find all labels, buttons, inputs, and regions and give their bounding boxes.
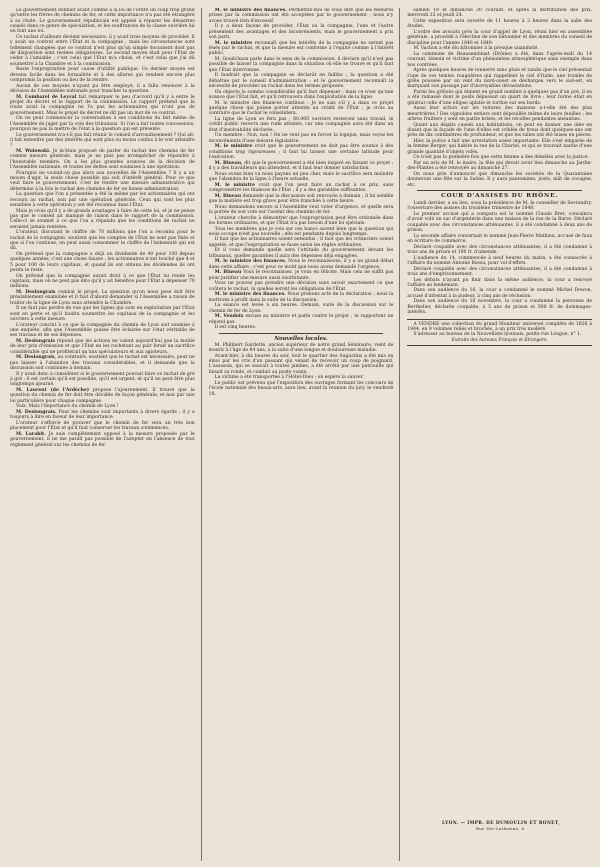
paragraph [209, 161, 394, 172]
ad-contact: S'adresser au bureau de la Nouvelliste lyonnais, petite rue Longue, n° 1. [413, 332, 582, 338]
paragraph [209, 381, 394, 397]
paragraph-text: Il y a deux façons de procéder, l'État ou la compagnie, l'une et l'autre présentent des avantages et des inconvénients, mais le gouvernement a pris son parti. [208, 24, 394, 41]
paragraph-text: samedi 19 et dimanche 20 courant, et après la distribution des prix, mercredi 23 et jeudi 24. [407, 8, 593, 19]
speaker-name: M. Larabit. [16, 431, 46, 437]
paragraph [407, 155, 592, 160]
speaker-name: M. le ministre [214, 144, 253, 150]
paragraph-text: L'audience du 14, commencée à neuf heures du matin, a été consacrée à l'affaire du nommé Antoine Bossu, pour vol d'effets. [407, 255, 593, 266]
paragraph-text: M. le ministre des finances continue : Je ne sais s'il y a dans ce projet quelque chose qui puisse porter atteinte au crédit de l'État ; je crois au contraire que le rachat le consolidera. [208, 100, 394, 117]
paragraph [209, 343, 394, 354]
paragraph [209, 325, 394, 330]
paragraph [407, 106, 592, 122]
left-column [10, 8, 202, 861]
paragraph [10, 149, 195, 170]
paragraph [407, 299, 592, 315]
paragraph [10, 323, 195, 339]
paragraph [209, 8, 394, 24]
imprint-line: LYON. — IMPR. DE DUMOULIN ET RONET, [442, 821, 560, 826]
paragraph [10, 404, 195, 409]
paragraph [10, 209, 195, 230]
paragraph [209, 144, 394, 160]
paragraph [407, 90, 592, 106]
paragraph-text: L'orateur s'efforce de prouver que le chemin de fer sera un très bon placement pour l'État et qu'il faut conserver les travaux commencés. [10, 420, 195, 432]
paragraph-text: On nous prie d'annoncer que dimanche les sociétés de la Quarantaine donneront une fête sur la Saône. Il y aura pantomime, joute, mât de cocagne, etc. [407, 171, 593, 188]
speaker-name: M. Deslongrais [16, 339, 55, 345]
paragraph-text: Permettez-moi de vous dire que les mesures prises par la commission ont été acceptées par le gouvernement ; nous n'y avons trouvé rien d'excessif. [208, 8, 394, 24]
paragraph-text: L'orateur conclut à ce que la compagnie du chemin de Lyon soit soumise à une enquête, afin que l'Assemblée puisse être éclairée sur l'état véritable de ses travaux et de ses dépenses. [10, 322, 195, 339]
paragraph-text: Reste l'expropriation pour cause d'utilité publique. Ce dernier moyen est devenu facile dans les formalités et à des allures qui rendent encore plus compromis la position ou lieu de la rendre. [10, 67, 195, 84]
paragraph [10, 421, 195, 432]
paragraph-text: Vous ne pouvez pas prendre une décision sans savoir exactement ce que coûtera le rachat, ni quelles seront les obligations de l'État. [208, 281, 394, 292]
paragraph-text: L'ordre des avocats près la cour d'appel de Lyon, réuni hier en assemblée générale, a procédé à l'élection de son bâtonnier et des membres du conseil de discipline pour l'année 1848 et 1849. [407, 29, 593, 46]
paragraph-text: Nous prenons acte de la déclaration ; nous la mettrons à profit dans la suite de la discussion. [208, 292, 394, 303]
paragraph [209, 248, 394, 259]
paragraph [209, 90, 394, 101]
paragraph [407, 123, 592, 139]
paragraph-text: La victime a été transportée à l'Hôtel-Dieu ; on espère la sauver. [214, 375, 364, 381]
speaker-name: M. Wolowski. [16, 149, 51, 155]
speaker-name: M. le ministre [214, 182, 255, 188]
court-reports [407, 201, 592, 316]
speaker-name: M. Bineau [214, 193, 242, 199]
paragraph-text: Le gouvernement n'a-t-il pas fait réunir le conseil d'arrondissement ? Qui ait-il fait entendre par des intérêts qui sont plus ou moins confus à le voir attendre ? [10, 132, 195, 149]
paragraph [10, 35, 195, 67]
paragraph [407, 161, 592, 172]
paragraph [10, 432, 195, 448]
right-column [407, 8, 592, 861]
paragraph [209, 57, 394, 73]
classified-ad [407, 319, 592, 347]
middle-column [209, 8, 401, 861]
paragraph [209, 41, 394, 57]
paragraph [10, 133, 195, 149]
section-divider [219, 333, 384, 334]
paragraph [407, 245, 592, 256]
paragraph-text: Le public est prévenu que l'exposition des ouvrages formant les concours de l'école nationale des beaux-arts, aura lieu, avant la réunion du jury, le vendredi 18. [208, 381, 394, 397]
paragraph-text: Déclaré coupable avec des circonstances atténuantes, il a été condamné à trois ans d'emprisonnement. [407, 266, 593, 277]
paragraph-text: répond que les actions ne valent aujourd'hui que la moitié de leur prix d'émission et que l'État en les rachetant au pair ferait un sacrifice considérable qui ne profiterait qu'aux spéculateurs et aux agioteurs. [10, 339, 195, 355]
paragraph-text: La seconde affaire concernait le nommé Jean-Pierre Mathieu, accusé de faux en écriture de commerce. [407, 233, 593, 244]
paragraph-text: Il est cinq heures. [214, 325, 257, 331]
paragraph [407, 52, 592, 68]
paragraph [10, 372, 195, 388]
paragraph-text: croit que le gouvernement ne doit pas être soumis à des conditions trop rigoureuses ; il faut lui laisser une certaine latitude pour l'exécution. [208, 144, 394, 160]
paragraph [10, 84, 195, 95]
paragraph-text: Avant-hier, à dix heures du soir, tout le quartier des Augustins a été mis en émoi par les cris d'un passant qui venait de recevoir un coup de poignard. L'assassin, qui se sauvait à toutes jambes, a été arrêté par une patrouille qui faisait sa ronde, et conduit au poste voisin. [208, 353, 394, 375]
paragraph-text: M. Vachon a été élu bâtonnier à la presque unanimité. [413, 46, 539, 52]
paragraph-text: Pour les chemins sont importants à divers égards ; il y a toujours à dire en faveur de leur importance. [10, 409, 195, 421]
paragraph-text: Vous le reconnaissez, je vous en félicite. Mais cela ne suffit pas pour justifier une mesure aussi exorbitante. [208, 270, 394, 281]
paragraph [10, 388, 195, 404]
paragraph [209, 172, 394, 183]
paragraph [10, 410, 195, 421]
ad-extra: Extraits des bureaux Français et Étrangers. [451, 338, 548, 344]
speaker-name: M. Deslongrais, [16, 355, 57, 361]
paragraph-text: demande que la discussion soit renvoyée à demain ; il lui semble que la matière est trop grave pour être tranchée à cette heure. [208, 193, 394, 204]
paragraph-text: Il faut que les actionnaires soient entendus ; il faut que les créanciers soient appelés, et que l'expropriation se fasse selon les règles ordinaires. [208, 237, 394, 248]
paragraph-text: Ce n'est pas la première fois que cette femme a des démêlés avec la justice. [413, 155, 590, 161]
speaker-name: M. le ministre [214, 40, 253, 46]
paragraph-text: Lundi dernier, a eu lieu, sous la présidence de M. le conseiller de Sevrandry, l'ouverture des assises du troisième trimestre de 1848. [407, 200, 593, 212]
paragraph [407, 8, 592, 19]
paragraph [407, 267, 592, 278]
paragraph [10, 95, 195, 116]
paragraph [407, 46, 592, 51]
paragraph [209, 194, 394, 205]
paragraph-text: Je m'étais proposé de parler du rachat des chemins de fer comme mesure générale, mais je ne puis pas m'empêcher de répondre à l'honorable membre. On a les plus grandes avances de la décision de l'Assemblée nationale, et toutes les dettes sont soumises à une opération. [10, 149, 195, 171]
paragraph-text: Voix. Mais l'importance du chemin de Lyon ! [16, 404, 119, 410]
paragraph [10, 339, 195, 355]
paragraph-text: Aucun de ces moyens n'ayant pu être employé, il a fallu renoncer à la décision de l'Assemblée nationale pour trancher la question. [10, 83, 195, 95]
speaker-name: M. Combarel de Leyval [16, 94, 77, 100]
paragraph-text: La question que l'on a présentée a été la même par les actionnaires qui ont recours au rachat, non par une opération générale. Ceux qui sont les plus sensibles à cette opération y ont été reconnus dans l'État. [10, 192, 195, 209]
speaker-name: M. Vendoix [214, 314, 244, 320]
printer-imprint [412, 821, 590, 831]
paragraph-text: combat le projet. La question qu'on nous pose doit être préalablement examinée et il faut d'abord demander si l'Assemblée a raison de traiter de la ligne de Lyon sans attendre la Chambre. [10, 290, 195, 306]
paragraph-text: Mais je crois qu'il y a de grands avantages à faire de cette loi, et je ne pense pas que le conseil ait manqué de raison dans le rapport de la commission. Celle-ci se soumet à ce que l'on a répandu que les conditions de rachat ne seraient jamais rentrées. [10, 208, 195, 230]
paragraph [209, 205, 394, 216]
paragraph [209, 183, 394, 194]
paragraph [10, 290, 195, 306]
paragraph [10, 274, 195, 290]
paragraph [10, 252, 195, 273]
paragraph-text: reconnaît que les intérêts de la compagnie ne seront pas lésés par le rachat, et que la mesure est conforme à l'équité comme à l'intérêt public. [208, 40, 394, 57]
paragraph [10, 192, 195, 208]
paragraph [209, 73, 394, 89]
paragraph [407, 212, 592, 233]
paragraph-text: M. Philibert Gardette, ancien supérieur de notre grand Séminaire, vient de mourir à l'âge de 84 ans, à la suite d'une longue et douloureuse maladie. [208, 342, 394, 354]
paragraph [209, 117, 394, 133]
paragraph-text: On objecte la somme considérable qu'il faut dépenser ; mais ce n'est qu'une avance que l'État fait, et qu'il retrouvera dans l'exploitation de la ligne. [208, 89, 394, 100]
paragraph [209, 101, 394, 117]
paragraph-text: croit que l'on peut faire un rachat à ce prix, sans compromettre les finances de l'État ; il y a des garanties suffisantes. [208, 182, 394, 193]
paragraph-text: Pourquoi ne voulait-on pas alors aux nouvelles de l'Assemblée ? Il y a un moyen d'agir, la seule chose possible qui soit d'intérêt général. Pour ce que veut faire le gouvernement, c'est de rendre une mesure administrative qui détermine à la fois le rachat des chemins de fer en bonne administration. [10, 170, 195, 192]
paragraph-text: L'orateur cherche à démontrer que l'expropriation peut être ordonnée dans les formes ordinaires, et que l'État n'a pas besoin d'une loi spéciale. [208, 215, 394, 226]
paragraph [209, 292, 394, 303]
paragraph-text: Il y avait donc à considérer si le gouvernement pouvait faire ce rachat de gré à gré ; il est certain qu'il est possible, qu'il est urgent, et qu'il ne peut être plus longtemps ajourné. [10, 371, 195, 388]
paragraph-text: Ce rachat d'ailleurs devient nécessaire, il y avait trois moyens de procéder. Il y avait un contrat entre l'État et la compagnie ; mais les circonstances sont tellement changées que ce contrat n'est plus qu'un simple document dont pas de disposition sont restées obligatoires. Le second moyen était pour l'État de céder à l'amiable ; c'est celui que l'État m'a choisi, et c'est celui que j'ai dû soumettre à la Chambre et à la commission. [10, 35, 195, 67]
speaker-name: M. Bineau [214, 270, 242, 276]
news-section-title: Nouvelles locales. [274, 335, 328, 342]
right-news [407, 8, 592, 188]
paragraph [407, 172, 592, 188]
speaker-name: M. Laurent (de l'Ardèche) [16, 388, 90, 393]
imprint-address: Rue Ste-Catherine, 6. [476, 826, 526, 831]
paragraph-text: M. Goudchaux parle dans le sens de la commission, il déclare qu'il n'est pas possible de laisser la compagnie dans la situation où elle se trouve et qu'il faut que l'État intervienne. [208, 56, 394, 73]
paragraph-text: Nous avons bien vu nous payons un peu cher, mais le sacrifice sera moindre que l'abandon de la ligne à l'heure actuelle. [208, 171, 394, 182]
paragraph [407, 256, 592, 267]
paragraph-text: Dans son audience du 18 novembre, la cour a condamné la personne de Berthelier, déclarée coupable, à 5 ans de prison et 500 fr. de dommages-intérêts. [407, 299, 593, 316]
paragraph [209, 133, 394, 144]
paragraph [209, 303, 394, 314]
paragraph [10, 306, 195, 322]
paragraph [10, 116, 195, 132]
speaker-name: M. Bineau, [214, 160, 243, 166]
paragraph [209, 216, 394, 227]
speaker-name: M. le ministre des finances. [214, 292, 286, 298]
paragraph [209, 314, 394, 325]
paragraph-text: La séance est levée à six heures. Demain, suite de la discussion sur le chemin de fer de Lyon. [208, 303, 394, 314]
local-news [209, 343, 394, 397]
paragraph-text: On ne peut commencer la conversation à ses conditions du fait même de l'Assemblée de juger par la voie des tribunaux. Si l'on a fait toutes concessions, pourquoi ne pas la mettre de l'état à la question qui est présente. [10, 116, 195, 133]
section-divider [417, 190, 582, 191]
paragraph-text: excuse au ministre et parle contre le projet ; le rapporteur ne répond pas. [208, 314, 394, 325]
paragraph-text: Dans son audience du 16, la cour a condamné le nommé Michel Dewon, accusé d'attentat à la pudeur, à cinq ans de réclusion. [407, 288, 593, 299]
paragraph-text: Quant aux dégâts causés aux habitations, on peut en donner une idée en disant que la façade de l'une d'elles est criblée de trous dont quelques-uns ont près de dix centimètres de profondeur, et que les tuiles ont été mises en pièces. [407, 122, 593, 139]
paragraph [407, 68, 592, 89]
paragraph [10, 171, 195, 192]
paragraph-text: On prétend que la compagnie aurait droit à ce que l'État lui rende les capitaux, mais on ne peut pas dire qu'il y ait bénéfice pour l'État à dépenser 70 millions. [10, 273, 195, 290]
speaker-name: M. Deslongrais [16, 290, 56, 296]
paragraph-text: Aussi leur action sur les toitures des maisons a-t-elle été des plus meurtrières ! Des vignobles entiers sont dépouillés même de leurs feuilles ; les arbres fruitiers y sont en partie brisés, et les récoltes pendantes anéanties. [407, 106, 593, 122]
paragraph-text: Par un avis de M. le maire, la fête qui devait avoir lieu dimanche au Jardin-des-Plantes a été renvoyée au dimanche 27. [407, 160, 593, 172]
paragraph [209, 375, 394, 380]
paragraph-text: fait remarquer le peu d'accord qu'il y a entre le projet du décret et le rapport de la commission. Le rapport prétend que la route avait la compagnie ne l'a pas les actionnaires qui n'ont pas de gouvernement. Mais le projet de décret ne dit pas un mot de ce contrat. [10, 94, 195, 116]
paragraph-text: au contraire, soutient que le rachat est nécessaire, pour ne pas laisser à l'abandon des travaux considérables, et il demande que la discussion soit continuée à demain. [10, 355, 195, 372]
paragraph-text: Les débats n'ayant pu finir dans la même audience, la cour a renvoyé l'affaire au lendemain. [407, 277, 593, 288]
paragraph-text: Je suis complètement opposé à la mesure proposée par le gouvernement, il ne me paraît pas possible de l'adopter en l'absence de tout règlement général sur les chemins de fer. [10, 431, 195, 448]
paragraph [10, 230, 195, 251]
paragraph-text: propose l'ajournement. Il trouve que la question du chemin de fer doit être décidée de façon générale, et non par une loi particulière pour chaque compagnie. [10, 388, 195, 404]
paragraph [209, 24, 394, 40]
paragraph-text: La commune de Beausemblant (Drôme) a été, dans l'après-midi du 14 courant, témoin et victime d'un phénomène atmosphérique sans exemple dans nos contrées. [407, 51, 593, 68]
paragraph [407, 19, 592, 30]
speaker-name: M. le ministre des finances. [214, 259, 287, 265]
speaker-name: M. Deslongrais. [16, 409, 57, 415]
paragraph [407, 288, 592, 299]
paragraph [10, 67, 195, 83]
paragraph [209, 354, 394, 375]
paragraph-text: Nous demandons encore si l'Assemblée veut voter d'urgence, et quelle sera la portée de son vote sur l'avenir des chemins de fer. [208, 204, 394, 215]
paragraph [209, 237, 394, 248]
paragraph-text: Et il vous demande quelle sera l'attitude du gouvernement devant les tribunaux, quelles garanties il aura des dépenses déjà engagées. [208, 248, 394, 259]
paragraph-text: dit que le gouvernement a été bien inspiré en faisant ce projet ; il y a des travailleurs qui attendent, et il faut leur donner satisfaction. [208, 160, 394, 171]
paragraph-text: Tous les membres que je vois sur ces bancs savent bien que la question qui nous occupe n'est pas nouvelle ; elle est pendante depuis longtemps. [208, 226, 394, 237]
paragraph-text: Cette exposition sera ouverte de 11 heures à 3 heures dans la salle des études. [407, 18, 593, 30]
paragraph [407, 234, 592, 245]
paragraph-text: Nous le reconnaissons, il y a un grand débat dans cette affaire ; c'est pour ce motif que nous avons demandé l'urgence. [208, 259, 394, 270]
paragraph [209, 259, 394, 270]
paragraph-text: L'orateur, discutant le chiffre de 70 millions que l'on a reconnu pour le rachat de la compagnie, soutient que les comptes de l'État ne sont pas fixés et que si l'on continue, on peut aussi consommer le chiffre de l'indemnité qui est dû. [10, 230, 195, 252]
paragraph-text: Il faudrait que la compagnie se déclarât en faillite ; la question a été débattue par le conseil d'administration ; et le gouvernement reconnaît la nécessité de procéder au rachat dans les termes proposés. [208, 73, 394, 89]
paragraph [209, 270, 394, 281]
paragraph-text: On prétend que la compagnie a déjà un dividende de 40 pour 100 depuis quelques années, c'est une chose fausse ; les actionnaires n'ont touché que 4 et 5 pour 100 de leurs capitaux, et quand ils ont obtenu les dividendes ils ont perdu le reste. [10, 252, 195, 274]
paragraph [209, 227, 394, 238]
paragraph [407, 139, 592, 155]
paragraph-text: Le gouvernement donnait avant comme à la loi de l'ordre un coup trop grand qu'entre les frères de chemins de fer, et cette importance n'a pas été étrangère à sa chute. Le gouvernement républicain est appelé à réparer les désastres causés dans ce genre de spéculation, et les souffrances de la classe ouvrière lui en font une loi. [10, 8, 195, 35]
paragraph-text: Après quelques heures de tonnerre sans pluie et tandis que le ciel présentait l'une de ces teintes rougeâtres qui rappellent le ciel d'Italie, une trombe de grêle poussée par un vent du nord-ouest se déchargea vers le sud-est, en marquant son passage par d'incroyables dévastations. [407, 68, 593, 90]
paragraph [407, 201, 592, 212]
court-section-title: COUR D'ASSISES DU RHÔNE. [441, 192, 559, 199]
paragraph [209, 281, 394, 292]
speaker-name: M. le ministre des finances. [214, 8, 287, 13]
paragraph [10, 355, 195, 371]
paragraph-text: Un membre : Non, non ! On ne veut pas en forcer la logique, mais voyez les inconvénients d'une mesure législative. [208, 133, 394, 144]
paragraph-text: Déclaré coupable avec des circonstances atténuantes, il a été condamné à trois ans de prison et 100 fr. d'amende. [407, 244, 593, 255]
paragraph-text: Hier, la police a fait une arrestation assez importante. Elle s'est emparée de la femme Berger, qui habite la rue de la Charité, et qui se trouvait nantie d'une grande quantité d'objets volés. [407, 138, 593, 155]
paragraph [10, 8, 195, 35]
paragraph [407, 30, 592, 46]
paragraph-text: Il ne faut pas perdre de vue que les lignes qui sont en exploitation par l'État sont en perte et qu'il faudra soumettre les capitaux de la compagnie et les ouvriers à cette mesure. [10, 306, 195, 323]
ad-lead: A VENDRE une collection du grand Moniteur universel complète de 1826 à 1844, en 9 volumes reliés et brochés, à un prix très modéré. [407, 321, 593, 332]
paragraph-text: Le premier accusé qui a comparu est le nommé Claude Bret, convaincu d'avoir volé un sac d'argenterie dans une maison de la rue de la Barre. Déclaré coupable avec des circonstances atténuantes, il a été condamné à deux ans de prison. [407, 211, 593, 233]
chamber-proceedings [209, 8, 394, 331]
paragraph-text: La ligne de Lyon se fera pas ; 60,000 ouvriers resteront sans travail, le crédit public recevra une rude atteinte, car une compagnie aura été dans un état d'insolvabilité déclarée. [208, 116, 394, 133]
paragraph-text: Parmi les grêlons qui étaient en grand nombre à quelques pas d'un pré, il en a été ramassé dont le poids dépassait un quart de livre ; leur forme était en général celle d'une ellipse aplatie et tordue sur ses bords. [407, 89, 593, 106]
paragraph [407, 278, 592, 289]
